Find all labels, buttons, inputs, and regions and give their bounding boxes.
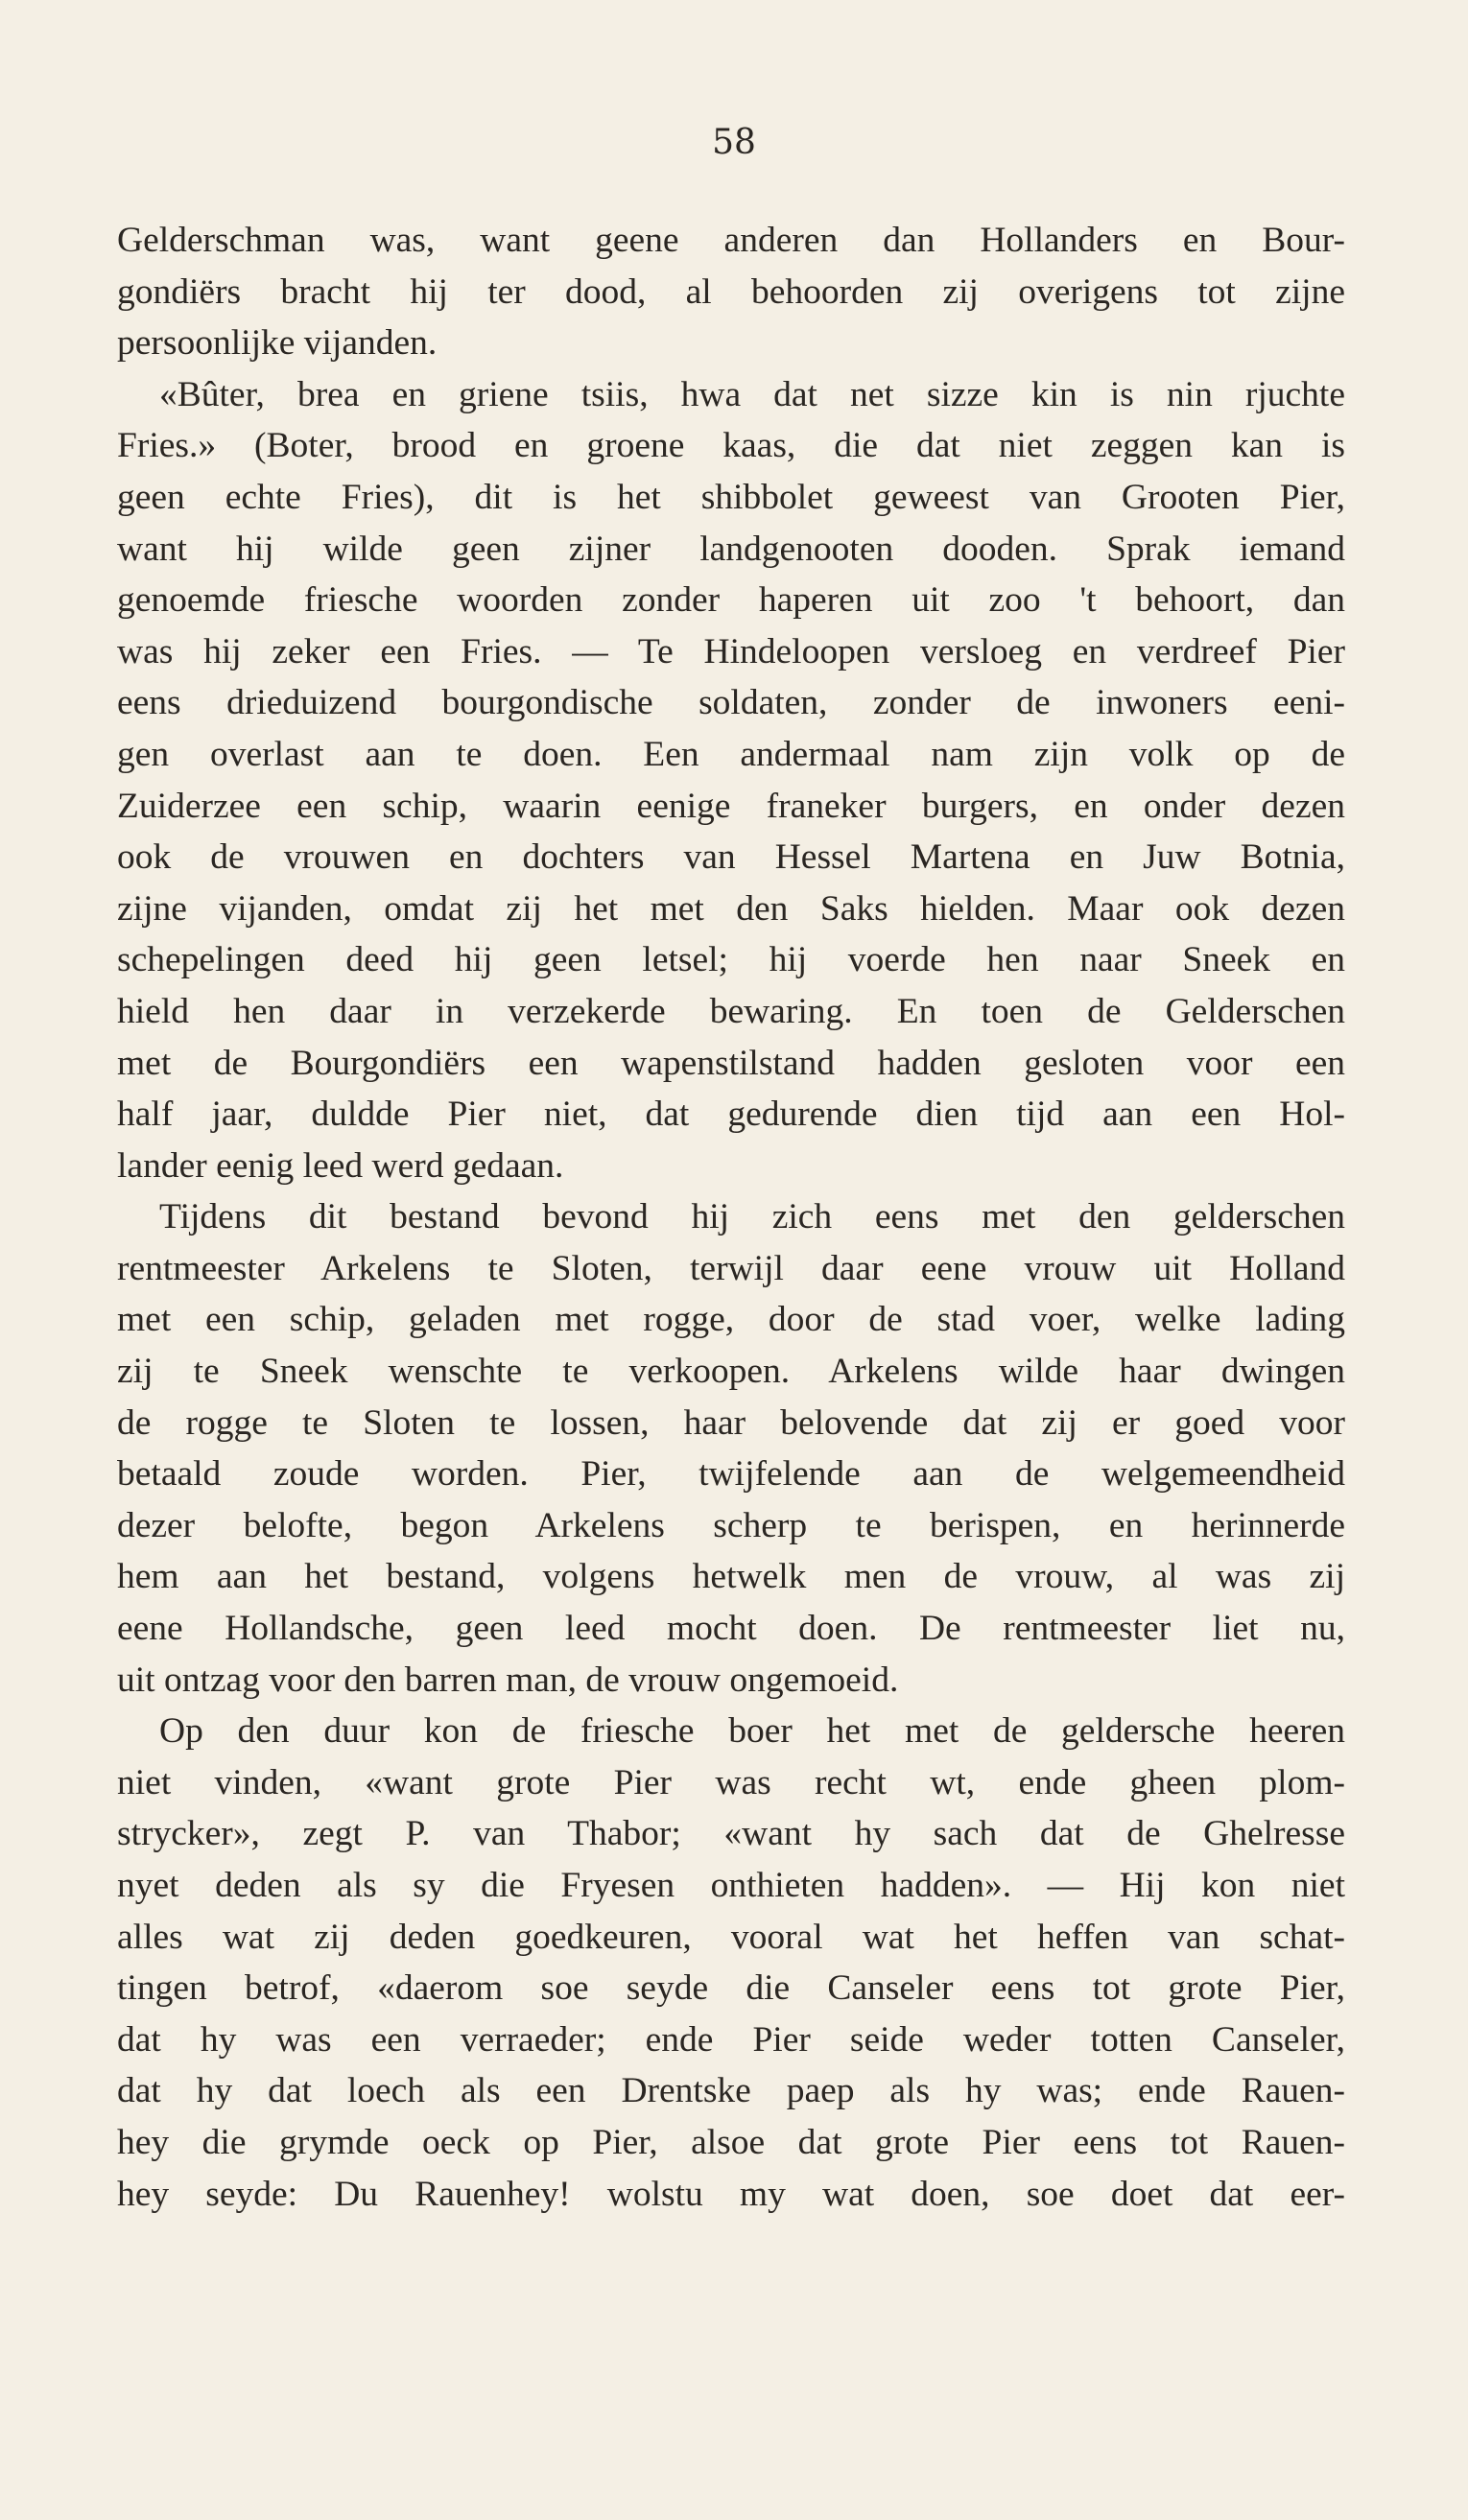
text-line: rentmeester Arkelens te Sloten, terwijl daar eene vrouw uit Holland bbox=[117, 1248, 1345, 1288]
text-line: half jaar, duldde Pier niet, dat gedurende dien tijd aan een Hol- bbox=[117, 1095, 1345, 1135]
text-line: tingen betrof, «daerom soe seyde die Canseler eens tot grote Pier, bbox=[117, 1968, 1345, 2009]
text-line: Op den duur kon de friesche boer het met de geldersche heeren bbox=[159, 1711, 1345, 1752]
text-line: niet vinden, «want grote Pier was recht wt, ende gheen plom- bbox=[117, 1762, 1345, 1802]
text-line: alles wat zij deden goedkeuren, vooral wat het heffen van schat- bbox=[117, 1917, 1345, 1957]
text-line: schepelingen deed hij geen letsel; hij voerde hen naar Sneek en bbox=[117, 940, 1345, 980]
page-number: 58 bbox=[712, 123, 756, 162]
text-line: hield hen daar in verzekerde bewaring. En toen de Gelderschen bbox=[117, 991, 1345, 1031]
text-line: hey seyde: Du Rauenhey! wolstu my wat doen, soe doet dat eer- bbox=[117, 2174, 1345, 2214]
text-line: Gelderschman was, want geene anderen dan Hollanders en Bour- bbox=[117, 221, 1345, 260]
text-line: «Bûter, brea en griene tsiis, hwa dat net sizze kin is nin rjuchte bbox=[159, 374, 1345, 414]
text-line: hem aan het bestand, volgens hetwelk men de vrouw, al was zij bbox=[117, 1557, 1345, 1597]
text-line: met een schip, geladen met rogge, door de stad voer, welke lading bbox=[117, 1300, 1345, 1340]
paragraph bbox=[117, 369, 1345, 1192]
text-line: nyet deden als sy die Fryesen onthieten hadden». — Hij kon niet bbox=[117, 1866, 1345, 1905]
text-line: zijne vijanden, omdat zij het met den Saks hielden. Maar ook dezen bbox=[117, 888, 1345, 929]
text-line: gen overlast aan te doen. Een andermaal nam zijn volk op de bbox=[117, 734, 1345, 774]
text-line: uit ontzag voor den barren man, de vrouw ongemoeid. bbox=[117, 1660, 899, 1700]
text-line: Zuiderzee een schip, waarin eenige franeker burgers, en onder dezen bbox=[117, 786, 1345, 826]
text-line: dat hy was een verraeder; ende Pier seide weder totten Canseler, bbox=[117, 2019, 1345, 2060]
text-line: ook de vrouwen en dochters van Hessel Martena en Juw Botnia, bbox=[117, 837, 1345, 878]
text-line: hey die grymde oeck op Pier, alsoe dat grote Pier eens tot Rauen- bbox=[117, 2122, 1345, 2162]
text-line: persoonlijke vijanden. bbox=[117, 323, 438, 364]
text-line: geen echte Fries), dit is het shibbolet geweest van Grooten Pier, bbox=[117, 477, 1345, 517]
paragraph bbox=[117, 1191, 1345, 1706]
text-line: betaald zoude worden. Pier, twijfelende aan de welgemeendheid bbox=[117, 1454, 1345, 1495]
text-line: strycker», zegt P. van Thabor; «want hy sach dat de Ghelresse bbox=[117, 1814, 1345, 1854]
text-line: genoemde friesche woorden zonder haperen uit zoo 't behoort, dan bbox=[117, 580, 1345, 621]
text-line: met de Bourgondiërs een wapenstilstand hadden gesloten voor een bbox=[117, 1043, 1345, 1083]
paragraph bbox=[117, 1706, 1345, 2220]
text-line: Tijdens dit bestand bevond hij zich eens met den gelderschen bbox=[159, 1197, 1345, 1237]
body-text bbox=[117, 215, 1345, 2220]
text-line: zij te Sneek wenschte te verkoopen. Arkelens wilde haar dwingen bbox=[117, 1352, 1345, 1392]
text-line: gondiërs bracht hij ter dood, al behoorden zij overigens tot zijne bbox=[117, 271, 1345, 312]
text-line: de rogge te Sloten te lossen, haar belovende dat zij er goed voor bbox=[117, 1402, 1345, 1443]
text-line: dezer belofte, begon Arkelens scherp te berispen, en herinnerde bbox=[117, 1505, 1345, 1545]
text-line: Fries.» (Boter, brood en groene kaas, die dat niet zeggen kan is bbox=[117, 426, 1345, 466]
text-line: dat hy dat loech als een Drentske paep als hy was; ende Rauen- bbox=[117, 2071, 1345, 2111]
text-line: eens drieduizend bourgondische soldaten, zonder de inwoners eeni- bbox=[117, 683, 1345, 723]
text-line: was hij zeker een Fries. — Te Hindeloopen versloeg en verdreef Pier bbox=[117, 631, 1345, 671]
text-line: eene Hollandsche, geen leed mocht doen. De rentmeester liet nu, bbox=[117, 1609, 1345, 1649]
text-line: lander eenig leed werd gedaan. bbox=[117, 1145, 564, 1186]
paragraph bbox=[117, 215, 1345, 369]
text-line: want hij wilde geen zijner landgenooten dooden. Sprak iemand bbox=[117, 529, 1345, 569]
